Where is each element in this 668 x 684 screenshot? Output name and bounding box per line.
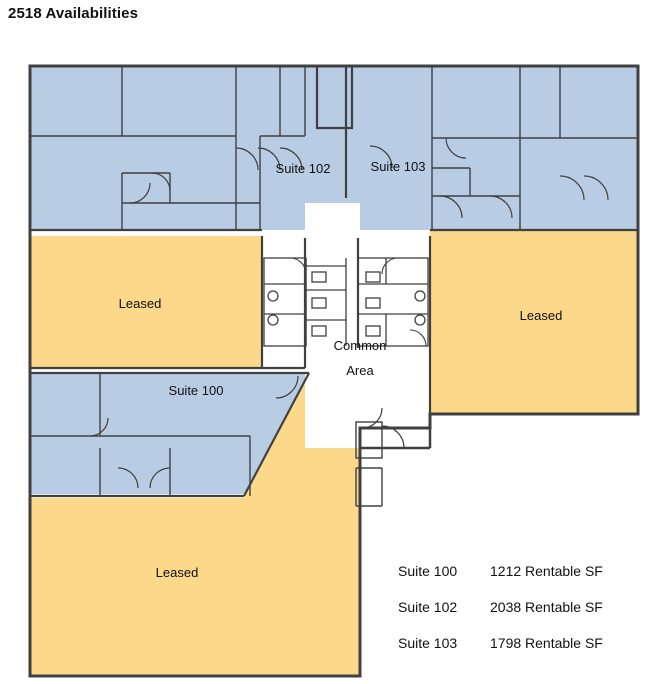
suite-100-label: Suite 100 — [168, 383, 224, 398]
legend-suite-area: 1212 Rentable SF — [490, 563, 603, 579]
outline-detail — [360, 428, 430, 448]
legend-suite-name: Suite 103 — [398, 635, 458, 651]
legend-row-suite-102 — [398, 599, 603, 615]
leased-upper-left-label: Leased — [118, 296, 162, 311]
legend-suite-area: 2038 Rentable SF — [490, 599, 603, 615]
page-title: 2518 Availabilities — [8, 5, 139, 22]
floor-plan-diagram — [0, 28, 668, 684]
legend-suite-area: 1798 Rentable SF — [490, 635, 603, 651]
legend-row-suite-103 — [398, 635, 603, 651]
common-area-label-line2: Area — [346, 363, 374, 378]
legend-suite-name: Suite 100 — [398, 563, 458, 579]
suite-102-region — [30, 66, 332, 230]
suite-103-label: Suite 103 — [370, 159, 426, 174]
legend-suite-name: Suite 102 — [398, 599, 458, 615]
leased-right-label: Leased — [519, 308, 563, 323]
legend-row-suite-100 — [398, 563, 603, 579]
suite-102-label: Suite 102 — [275, 161, 331, 176]
leased-bottom-label: Leased — [155, 565, 199, 580]
common-area-label-line1: Common — [333, 338, 387, 353]
